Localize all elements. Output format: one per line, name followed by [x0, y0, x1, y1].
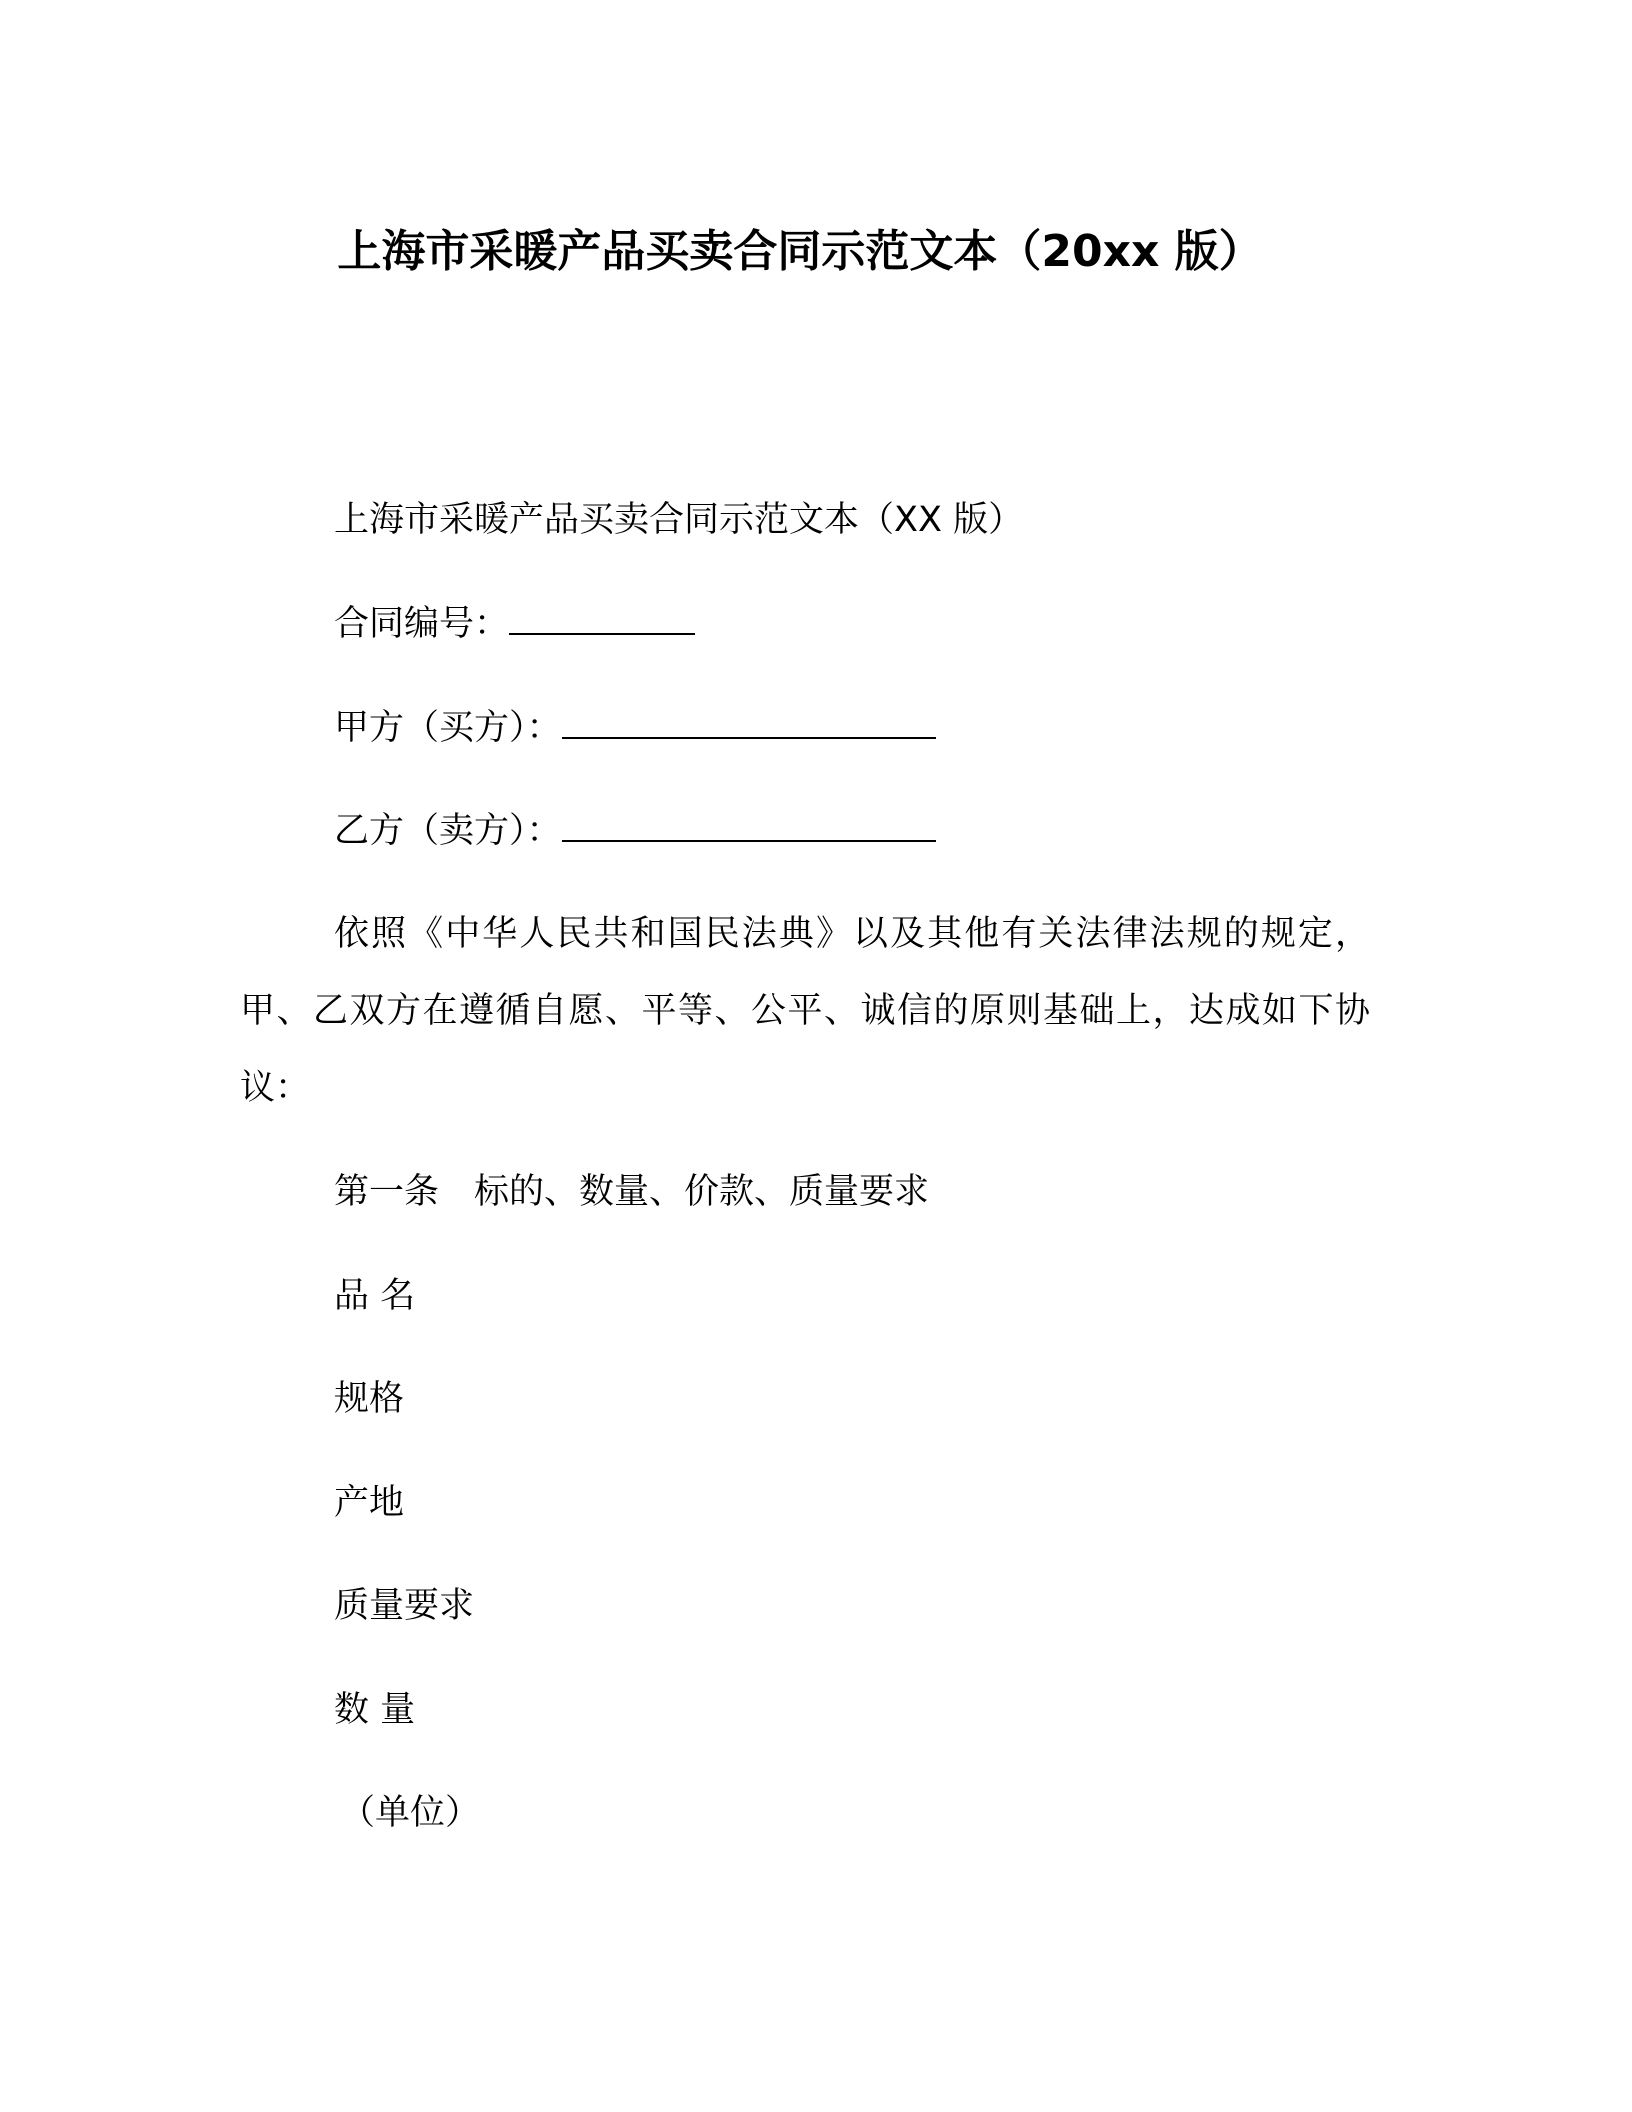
field-spec: 规格	[334, 1379, 405, 1419]
party-a-blank	[562, 707, 936, 739]
field-quantity: 数 量	[334, 1690, 416, 1730]
party-b-label: 乙方（卖方）：	[334, 811, 562, 851]
field-product-name: 品 名	[334, 1276, 416, 1316]
contract-number-label: 合同编号：	[334, 604, 510, 644]
party-b-line	[334, 807, 936, 855]
field-unit: （单位）	[340, 1793, 481, 1833]
party-a-label: 甲方（买方）：	[334, 708, 562, 748]
preamble-paragraph: 依照《中华人民共和国民法典》以及其他有关法律法规的规定，甲、乙双方在遵循自愿、平等、公平、诚信的原则基础上，达成如下协议：	[240, 914, 1370, 1108]
contract-number-line	[334, 600, 695, 648]
field-quality: 质量要求	[334, 1586, 475, 1626]
document-title: 上海市采暖产品买卖合同示范文本（20xx 版）	[337, 226, 1263, 277]
field-origin: 产地	[334, 1483, 405, 1523]
document-subtitle: 上海市采暖产品买卖合同示范文本（XX 版）	[334, 500, 1024, 540]
party-a-line	[334, 704, 936, 752]
article-1-heading: 第一条 标的、数量、价款、质量要求	[334, 1172, 930, 1212]
contract-number-blank	[509, 603, 695, 635]
party-b-blank	[562, 810, 936, 842]
